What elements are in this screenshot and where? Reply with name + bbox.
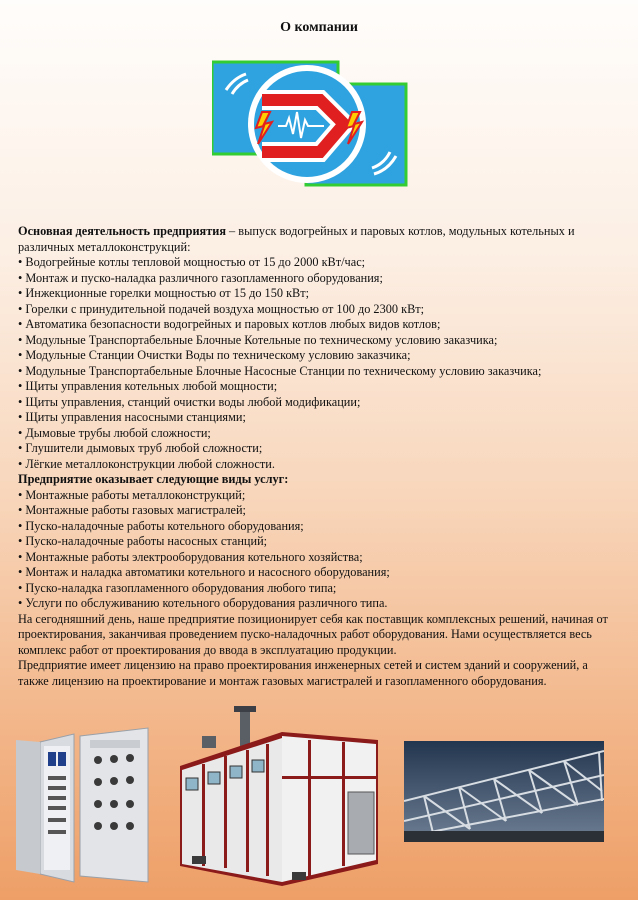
intro-paragraph xyxy=(18,224,618,255)
list-item: • Модульные Транспортабельные Блочные Насосные Станции по техническому условию заказчика; xyxy=(18,364,618,380)
list-item: • Пуско-наладочные работы котельного оборудования; xyxy=(18,519,618,535)
list-item: • Щиты управления котельных любой мощности; xyxy=(18,379,618,395)
list-item: • Щиты управления, станций очистки воды любой модификации; xyxy=(18,395,618,411)
list-item: • Пуско-наладка газопламенного оборудования любого типа; xyxy=(18,581,618,597)
metal-roof-truss-icon xyxy=(404,741,604,842)
list-item: • Монтаж и наладка автоматики котельного и насосного оборудования; xyxy=(18,565,618,581)
list-item: • Лёгкие металлоконструкции любой сложности. xyxy=(18,457,618,473)
list-item: • Монтажные работы электрооборудования котельного хозяйства; xyxy=(18,550,618,566)
company-description xyxy=(18,224,618,689)
intro-text: – выпуск водогрейных и паровых котлов, модульных котельных и различных металлоконструкций: xyxy=(18,224,575,254)
control-cabinet-icon xyxy=(10,726,158,884)
company-logo-icon xyxy=(212,60,408,188)
list-item: • Автоматика безопасности водогрейных и паровых котлов любых видов котлов; xyxy=(18,317,618,333)
list-item: • Щиты управления насосными станциями; xyxy=(18,410,618,426)
list-item: • Монтажные работы газовых магистралей; xyxy=(18,503,618,519)
list-item: • Модульные Транспортабельные Блочные Котельные по техническому условию заказчика; xyxy=(18,333,618,349)
activities-list xyxy=(18,255,618,472)
list-item: • Горелки с принудительной подачей воздуха мощностью от 100 до 2300 кВт; xyxy=(18,302,618,318)
modular-boiler-house-icon xyxy=(172,706,384,888)
list-item: • Пуско-наладочные работы насосных станций; xyxy=(18,534,618,550)
list-item: • Услуги по обслуживанию котельного оборудования различного типа. xyxy=(18,596,618,612)
list-item: • Модульные Станции Очистки Воды по техническому условию заказчика; xyxy=(18,348,618,364)
intro-heading: Основная деятельность предприятия xyxy=(18,224,226,238)
list-item: • Инжекционные горелки мощностью от 15 до 150 кВт; xyxy=(18,286,618,302)
paragraph-positioning: На сегодняшний день, наше предприятие позиционирует себя как поставщик комплексных решений, начиная от проектирования, заканчивая проведением пуско-наладочных работ оборудования. Нами осуществляется весь комплекс работ от проектирования до ввода в эксплуатацию продукции. xyxy=(18,611,608,657)
page-title: О компании xyxy=(280,20,358,35)
services-heading: Предприятие оказывает следующие виды услуг: xyxy=(18,472,289,486)
list-item: • Монтаж и пуско-наладка различного газопламенного оборудования; xyxy=(18,271,618,287)
list-item: • Глушители дымовых труб любой сложности; xyxy=(18,441,618,457)
list-item: • Монтажные работы металлоконструкций; xyxy=(18,488,618,504)
paragraph-license: Предприятие имеет лицензию на право проектирования инженерных сетей и систем зданий и сооружений, а также лицензию на проектирование и монтаж газовых магистралей и газопламенного оборудования. xyxy=(18,658,588,688)
list-item: • Дымовые трубы любой сложности; xyxy=(18,426,618,442)
list-item: • Водогрейные котлы тепловой мощностью от 15 до 2000 кВт/час; xyxy=(18,255,618,271)
services-list xyxy=(18,488,618,612)
